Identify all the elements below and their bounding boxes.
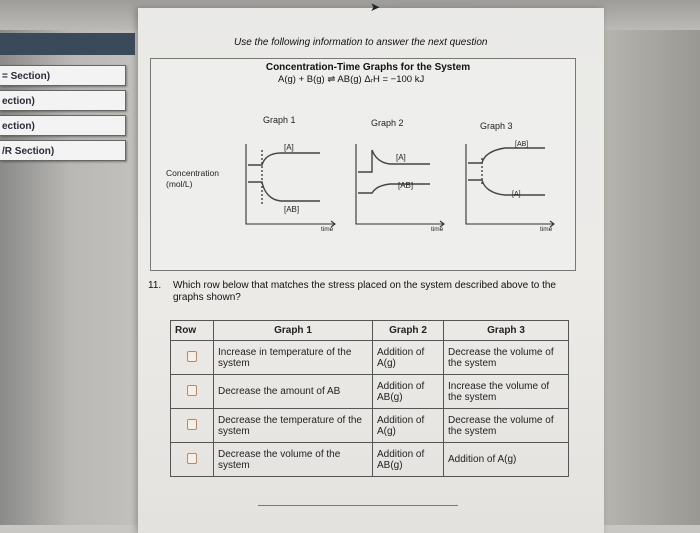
row-select-cell[interactable]	[171, 409, 214, 443]
graph-2-title: Graph 2	[371, 118, 404, 128]
table-header-row	[171, 321, 569, 341]
y-axis-label-line2: (mol/L)	[166, 179, 193, 189]
cell-graph-2: Addition of AB(g)	[373, 375, 444, 409]
graph-1-x-label: time	[321, 226, 334, 233]
graph-1-label-top: [A]	[284, 143, 294, 152]
sidebar-item-3[interactable]: ection)	[0, 115, 126, 136]
sidebar-item-4[interactable]: /R Section)	[0, 140, 126, 161]
graph-1-a-curve	[248, 153, 320, 165]
instruction-text: Use the following information to answer the next question	[234, 37, 488, 48]
graph-3-label-top: [AB]	[515, 141, 529, 148]
graph-1-label-bottom: [AB]	[284, 205, 300, 214]
graph-2-a-curve	[358, 150, 430, 172]
cell-graph-3: Decrease the volume of the system	[444, 409, 569, 443]
radio-button[interactable]	[187, 453, 197, 464]
question-text: Which row below that matches the stress placed on the system described above to the graphs shown?	[173, 280, 556, 303]
table-row	[171, 341, 569, 375]
reaction-equation: A(g) + B(g) ⇌ AB(g) ΔᵣH = −100 kJ	[278, 74, 425, 85]
graph-3-x-label: time	[540, 226, 553, 233]
graph-3-ab-curve	[468, 148, 545, 163]
question-number: 11.	[148, 280, 162, 291]
cell-graph-1: Decrease the amount of AB	[214, 375, 373, 409]
answer-table	[170, 320, 569, 477]
radio-button[interactable]	[187, 385, 197, 396]
sidebar-item-2[interactable]: ection)	[0, 90, 126, 111]
table-row	[171, 409, 569, 443]
graph-2-ab-curve	[358, 184, 430, 193]
header-graph-2: Graph 2	[373, 321, 444, 341]
radio-button[interactable]	[187, 351, 197, 362]
cell-graph-2: Addition of A(g)	[373, 409, 444, 443]
cell-graph-2: Addition of AB(g)	[373, 443, 444, 477]
y-axis-label-line1: Concentration	[166, 168, 219, 178]
cell-graph-3: Increase the volume of the system	[444, 375, 569, 409]
radio-button[interactable]	[187, 419, 197, 430]
row-select-cell[interactable]	[171, 341, 214, 375]
sidebar-item-1[interactable]: = Section)	[0, 65, 126, 86]
bottom-divider	[258, 505, 458, 506]
table-row	[171, 443, 569, 477]
cell-graph-3: Decrease the volume of the system	[444, 341, 569, 375]
graph-3-title: Graph 3	[480, 121, 513, 131]
header-row: Row	[171, 321, 214, 341]
graph-2-label-bottom: [AB]	[398, 181, 414, 190]
graph-1-ab-curve	[248, 182, 320, 201]
graph-2-x-label: time	[431, 226, 444, 233]
graph-1-title: Graph 1	[263, 115, 296, 125]
graph-3-label-bottom: [A]	[512, 191, 521, 198]
graph-2-label-top: [A]	[396, 153, 406, 162]
mouse-cursor-icon: ➤	[370, 0, 381, 14]
table-row	[171, 375, 569, 409]
row-select-cell[interactable]	[171, 443, 214, 477]
cell-graph-1: Decrease the temperature of the system	[214, 409, 373, 443]
cell-graph-1: Decrease the volume of the system	[214, 443, 373, 477]
header-graph-3: Graph 3	[444, 321, 569, 341]
graph-3-a-curve	[468, 180, 545, 195]
figure-title: Concentration-Time Graphs for the System	[265, 62, 471, 73]
cell-graph-3: Addition of A(g)	[444, 443, 569, 477]
cell-graph-2: Addition of A(g)	[373, 341, 444, 375]
header-graph-1: Graph 1	[214, 321, 373, 341]
cell-graph-1: Increase in temperature of the system	[214, 341, 373, 375]
row-select-cell[interactable]	[171, 375, 214, 409]
